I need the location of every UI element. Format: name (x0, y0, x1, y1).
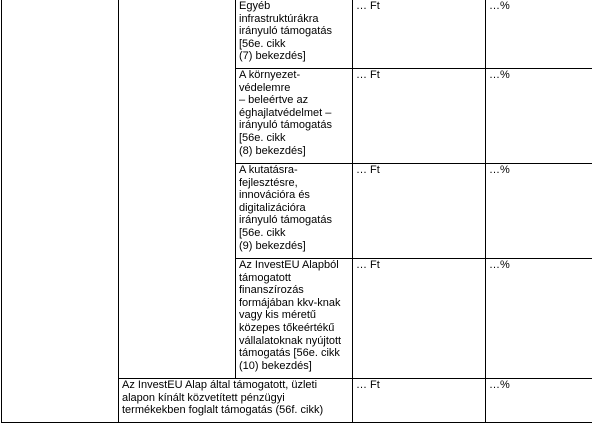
amount-cell: … Ft (353, 259, 486, 379)
amount-cell: … Ft (353, 69, 486, 164)
empty-cell (119, 0, 236, 379)
aid-table (1, 0, 592, 423)
amount-cell: … Ft (353, 0, 486, 69)
amount-cell: … Ft (353, 164, 486, 259)
table-row (2, 0, 592, 69)
empty-cell (2, 0, 119, 423)
amount-cell: … Ft (353, 379, 486, 423)
aid-type-cell: A környezet- védelemre – beleértve az éghajlatvédelmet – irányuló támogatás [56e. cikk (8) bekezdés] (236, 69, 353, 164)
aid-type-cell: A kutatásra- fejlesztésre, innovációra és digitalizációra irányuló támogatás [56e. cikk (9) bekezdés] (236, 164, 353, 259)
percent-cell: …% (486, 69, 592, 164)
percent-cell: …% (486, 164, 592, 259)
percent-cell: …% (486, 0, 592, 69)
aid-type-cell: Az InvestEU Alapból támogatott finanszírozás formájában kkv-knak vagy kis méretű közepes tőkeértékű vállalatoknak nyújtott támogatás [56e. cikk (10) bekezdés] (236, 259, 353, 379)
aid-type-cell: Egyéb infrastruktúrákra irányuló támogatás [56e. cikk (7) bekezdés] (236, 0, 353, 69)
percent-cell: …% (486, 379, 592, 423)
percent-cell: …% (486, 259, 592, 379)
aid-type-cell-wide: Az InvestEU Alap által támogatott, üzleti alapon kínált közvetített pénzügyi termékekben foglalt támogatás (56f. cikk) (119, 379, 353, 423)
